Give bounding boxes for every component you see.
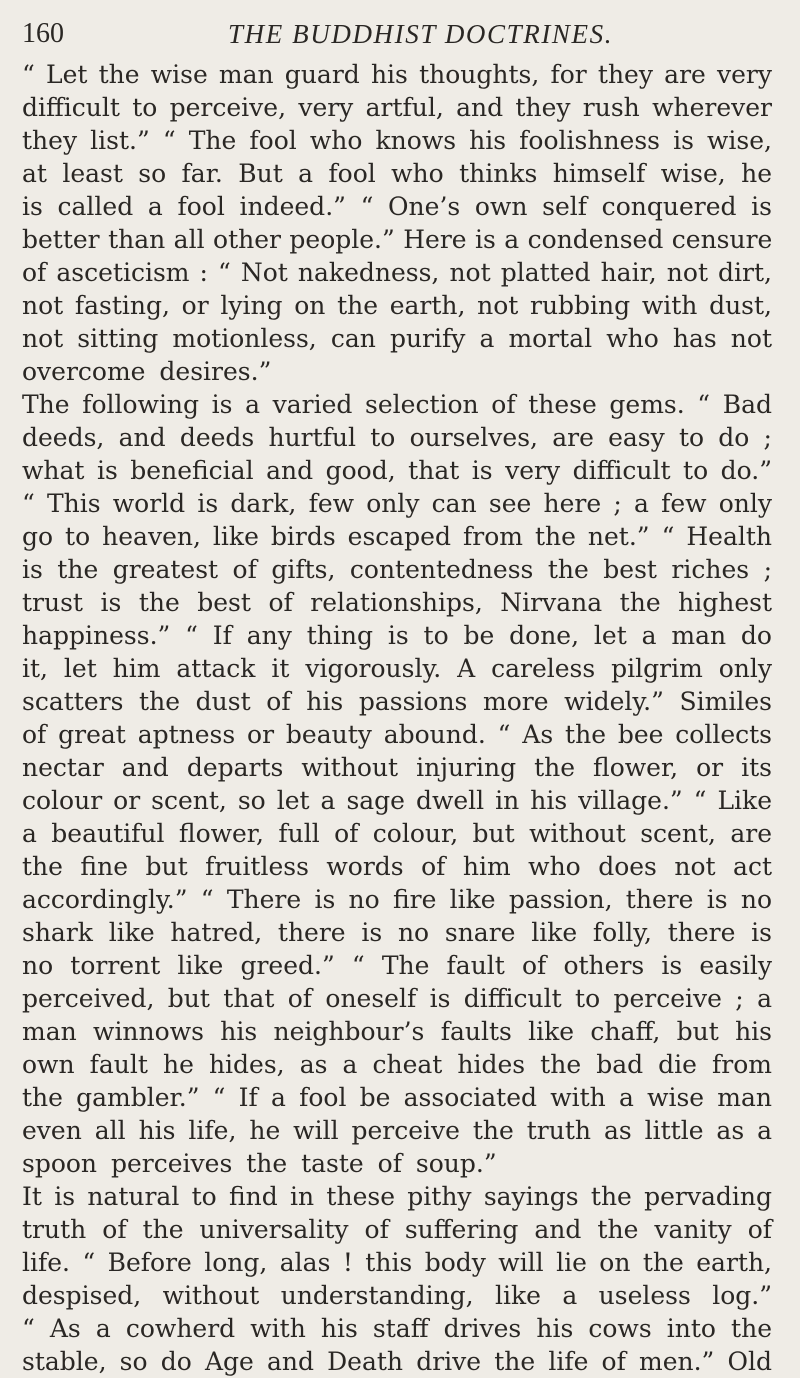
text-line: go to heaven, like birds escaped from the net.” “ Health: [22, 522, 772, 551]
body-text: [22, 58, 772, 1378]
text-line: deeds, and deeds hurtful to ourselves, are easy to do ;: [22, 423, 772, 452]
text-line: man winnows his neighbour’s faults like chaff, but his: [22, 1017, 772, 1046]
text-line: of asceticism : “ Not nakedness, not platted hair, not dirt,: [22, 258, 772, 287]
text-line: even all his life, he will perceive the truth as little as a: [22, 1116, 772, 1145]
text-line: better than all other people.” Here is a condensed censure: [22, 225, 773, 254]
text-line: what is beneficial and good, that is very difficult to do.”: [22, 456, 772, 485]
text-line: the fine but fruitless words of him who does not act: [22, 852, 772, 881]
text-line: a beautiful flower, full of colour, but without scent, are: [22, 819, 772, 848]
text-line: at least so far. But a fool who thinks himself wise, he: [22, 159, 772, 188]
page-number: 160: [22, 18, 64, 49]
text-line: scatters the dust of his passions more widely.” Similes: [22, 687, 772, 716]
text-line: is the greatest of gifts, contentedness the best riches ;: [22, 555, 772, 584]
text-line: happiness.” “ If any thing is to be done, let a man do: [22, 621, 772, 650]
text-line: not fasting, or lying on the earth, not rubbing with dust,: [22, 291, 772, 320]
text-line: of great aptness or beauty abound. “ As the bee collects: [22, 720, 772, 749]
text-line: “ This world is dark, few only can see here ; a few only: [22, 489, 772, 518]
text-line: “ As a cowherd with his staff drives his cows into the: [22, 1314, 772, 1343]
text-line: overcome desires.”: [22, 357, 272, 386]
text-line: not sitting motionless, can purify a mortal who has not: [22, 324, 772, 353]
text-line: accordingly.” “ There is no fire like passion, there is no: [22, 885, 772, 914]
text-line: truth of the universality of suffering and the vanity of: [22, 1215, 772, 1244]
text-line: despised, without understanding, like a useless log.”: [22, 1281, 772, 1310]
page-header: [22, 14, 770, 54]
paragraph-start-line: It is natural to find in these pithy sayings the pervading: [22, 1182, 772, 1211]
text-line: perceived, but that of oneself is difficult to perceive ; a: [22, 984, 772, 1013]
text-line: “ Let the wise man guard his thoughts, for they are very: [22, 60, 772, 89]
text-line: nectar and departs without injuring the flower, or its: [22, 753, 772, 782]
text-line: trust is the best of relationships, Nirvana the highest: [22, 588, 772, 617]
text-line: shark like hatred, there is no snare like folly, there is: [22, 918, 772, 947]
text-line: own fault he hides, as a cheat hides the bad die from: [22, 1050, 772, 1079]
running-title: THE BUDDHIST DOCTRINES.: [228, 19, 614, 49]
text-line: it, let him attack it vigorously. A careless pilgrim only: [22, 654, 772, 683]
text-line: no torrent like greed.” “ The fault of others is easily: [22, 951, 772, 980]
text-line: spoon perceives the taste of soup.”: [22, 1149, 497, 1178]
text-line: the gambler.” “ If a fool be associated with a wise man: [22, 1083, 772, 1112]
paragraph-start-line: The following is a varied selection of these gems. “ Bad: [22, 390, 772, 419]
text-line: is called a fool indeed.” “ One’s own self conquered is: [22, 192, 772, 221]
text-line: they list.” “ The fool who knows his foolishness is wise,: [22, 126, 772, 155]
text-line: life. “ Before long, alas ! this body will lie on the earth,: [22, 1248, 772, 1277]
text-line: stable, so do Age and Death drive the life of men.” Old: [22, 1347, 772, 1376]
text-line: colour or scent, so let a sage dwell in his village.” “ Like: [22, 786, 772, 815]
text-line: difficult to perceive, very artful, and they rush wherever: [22, 93, 772, 122]
